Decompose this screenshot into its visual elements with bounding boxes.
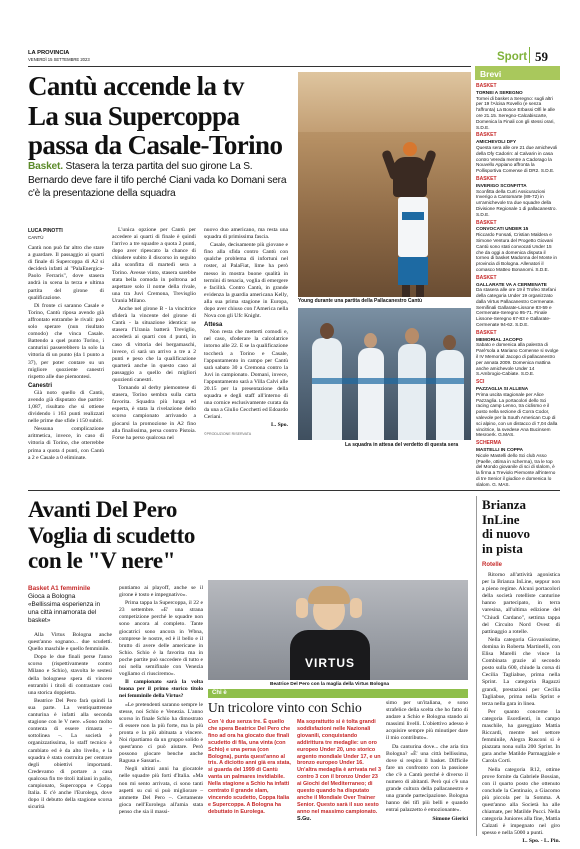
brief-text: Questa sera alle ore 21 due amichevoli della Dfy Cadorin: al Calvarin in casa contro Vereda mentre a Cadorago la Nouvello Appiano affronta la Pollisportiva Comense di DR2. S.D.E. xyxy=(476,144,558,174)
page-number: 59 xyxy=(535,49,548,64)
brief-item xyxy=(476,380,559,438)
paragraph: nuovo duo americano, ma resta una squadra di primissima fascia. xyxy=(204,227,288,241)
signature: S.Gu. xyxy=(297,815,312,822)
side-column xyxy=(482,572,560,845)
brief-item xyxy=(476,331,559,377)
bottom-column-1 xyxy=(28,632,112,837)
brief-category: SCI xyxy=(476,379,485,386)
brief-category: BASKET xyxy=(476,274,497,281)
brief-title: PAZZAGLIA SI ALLENA xyxy=(476,386,529,392)
headline-line-3: con le "V nere" xyxy=(28,548,176,573)
brief-category: BASKET xyxy=(476,132,497,139)
headline-line-2: La sua Supercoppa xyxy=(28,100,240,131)
brief-item xyxy=(476,276,559,328)
paragraph: L'unica opzione per Cantù per accedere ai quarti di finale è quindi l'arrivo a tre squadre a quota 2 punti, dopo aver ripescato la chance di chiudere subito il discorso in seguito alla sconfitta di martedì sera a Torino. Avesse vinto, stasera sarebbe stata bella comoda in poltrona ad aspettare solo il nome della rivale, una tra Juvi Cremona, Trevisglio Urania Milano. xyxy=(112,227,196,304)
paragraph: Per quanto concerne la categoria Esordienti, in campo maschile, ha gareggiato Mattia Riccardi, mentre nel settore femminile, Alegra Rusconi si è piazzata nona sulla 200 Sprint. In gara anche Matilde Parmaggiale e Carola Corti. xyxy=(482,708,560,765)
headline-line-4: in pista xyxy=(482,540,523,556)
photo-caption-3: Beatrice Del Pero con la maglia della Virtus Bologna xyxy=(270,682,390,687)
top-subheadline xyxy=(28,160,290,201)
headline-line-2: Voglia di scudetto xyxy=(28,522,196,548)
paragraph: Non resta che metterti comodi e, nel caso, sfoderare la calcolatrice intorno alle 22. E se la qualificazione toccherà a Torino e Casale, l'appuntamento in campo per Cantù sarà sabato 30 a Cremona contro la Juvi in campionato. Domani, invece, l'appuntamento sarà a Villa Calvi alle 20.15 per la presentazione della squadra e degli staff all'interno di una cornice esclusivamente curata da da una a Giulio Cecchetti ed Edoardo Ceriani. xyxy=(204,329,288,421)
paragraph: Nella categoria Giovanissime, domina in Roberta Martinelli, con Elisa Marelli che vince la Combinata grazie al secondo posto sulla 600, chiude la corsa di Cecilia Tagliabue, prima nella Sprint. La categoria Ragazzi grandi, prestazioni per Cecilia Tagliabue, prima nella Sprint e terza nella gara in linea. xyxy=(482,636,560,707)
column-divider xyxy=(476,496,477,836)
headline-line-2: InLine xyxy=(482,511,520,527)
paragraph: Alla Virtus Bologna anche quest'anno sognano... due scudetti. Quello maschile e quello femminile. xyxy=(28,632,112,653)
top-column-3 xyxy=(204,227,288,477)
brief-item xyxy=(476,177,559,218)
brief-text: Prima uscita stagionale per Alice Pazzaglia. La portacolori dello Sci racing camp Lenno, tra ciclismo e il posto nella sezione di Corra Codor, valevole per la South American Cup di sci alpino, con un distacco di 7,04 dalla vincitrice, la svedese Ana Bucinsem Mesroerk. G.MAS. xyxy=(476,391,558,438)
photo-del-pero xyxy=(208,580,468,680)
bottom-column-3 xyxy=(386,700,468,837)
paragraph: Il campionato sarà la volta buona per il primo storico titolo nei femminile della Virtus? xyxy=(119,679,203,700)
top-headline xyxy=(28,72,298,161)
brief-text: Nicole Mastelli dello Sci club Asso (Paelle, ottima in scherma), tra le top del Mondo giovanile di sci di slalom, è la firma a Treviolo Piemonte all'interno di tre Senior il giudice e domenica lo slalom. G. MAS. xyxy=(476,452,556,487)
paragraph: simo per un'italiana, e sono strafelice della scelta che ho fatto di andare a Schio e Bologna stando ai massimi livelli. L'obiettivo adesso è acquisire sempre più minutiper dare il mio contributo». xyxy=(386,700,468,742)
brief-item xyxy=(476,133,559,174)
paragraph: «Le pretendenti saranno sempre le stesse, noi Schio e Venezia. L'anno scorso in finale Schio ha dimostrato di essere non la più forte, ma la più pronta e la più abituata a vincere. Noi ripartiamo da un gruppo solido e quest'anno ci può aiutare. Però possono giocare benche anche Ragusa e Sassari». xyxy=(119,701,203,765)
bottom-headline xyxy=(28,497,468,574)
bottom-column-2 xyxy=(119,585,203,837)
signature: L. Spo. - L. Pin. xyxy=(522,838,560,845)
brief-title: GALLARATE VA A CERMENATE xyxy=(476,281,547,287)
bio-bar xyxy=(208,689,468,698)
paragraph: Anche nel girone B - la vincitrice sfiderà la vincente del girone di Cantù - la situazione identica: se stasera l'Urania batterà Treviglio, accederà ai quarti con 4 punti, in caso di vittoria dei bergamaschi, invece, ci sarà un arrivo a tre a 2 punti e peso che la qualificazione quarterà anche in questo caso al passaggio a quello dei migliori quozienti canestri. xyxy=(112,306,196,383)
section-rule xyxy=(28,490,560,491)
brevi-title: Brevi xyxy=(480,69,502,79)
jersey: VIRTUS xyxy=(290,630,370,680)
section-label: Sport xyxy=(497,51,528,63)
top-column-2 xyxy=(112,227,196,477)
brief-text: Da stasera alle ore 19 il Trofeo Stefani della categoria Under 19 organizzato dalla Virtus Pallacanestro Cermenate. Semifinali Gallarate-Lissone 83-59 e Cermenate-Seregno 95-71. Finale Lissone-Seregno 67-83 e Gallarate-Cermenate 94-62. S.D.E. xyxy=(476,287,556,328)
paragraph: Nella categoria R12, ottime prove fornite da Gabriele Bossian, con il quarto posto che ottenuto conclude la Centinaio, a Giacomo più piccola per la Somma. A quest'anno alla Società ha alle chiamate, per Matilde Pucci. Nella categoria Juniores alla fine, Mattia Calzati è impegnato nel giro spesso e nella 5000 a punti. xyxy=(482,766,560,837)
jersey xyxy=(398,197,428,257)
brief-title: INVERIGO SCONFITTA xyxy=(476,182,527,188)
brief-category: BASKET xyxy=(476,83,497,89)
bio-bar-label: Chi è xyxy=(212,690,227,696)
brief-text: Tornei di basket a Seregno: sugli altri per 19 l'Alcisa Rovello (e senza l'affronta) La Bosce Erbassi Olfi le alle ore 21.15. Seregno-Calcabiscarte, Domenica la Finali con gli stessi orari, S.D.E. xyxy=(476,95,555,130)
side-category: Rotelle xyxy=(482,562,503,568)
paragraph: Beatrice Del Pero farà quindi la sua parte. La ventiquattrenne canturina è infatti alla seconda stagione con le V nere. «Sono molto contenta di essere rimasta – sottolinea –. La società è organizzatissima, lo staff tecnico è cambiato ed è da alto livello, e la squadra è stata costruita per centrare degli obiettivi importanti. Credevamo di portare a casa qualcosa fin tre titoli italiani in palio, campionato, Supercoppa e Coppa Italia. E c'è anche l'Eurolega, dove dopo il debutto della stagione scorsa sicurità xyxy=(28,697,112,811)
paragraph: Negli ultimi anni ha giocatole nelle squadre più forti d'Italia. «Ma non mi sento arrivata, ci sono tanti aspetti su cui si può migliorare – ammette Del Pero –. Certamente gioca nell'Eurolega all'amia stata penso che sia il massi- xyxy=(119,766,203,815)
kicker: Basket. xyxy=(28,161,63,172)
paragraph: Già noto quello di Cantù, avendo già disputato due partite: 1,087, risultato che si ottiene dividendo i 163 punti realizzati nelle prime due sfide i 150 subiti. xyxy=(28,389,104,425)
headline-line-1: Brianza xyxy=(482,497,527,512)
photo-player-shooting xyxy=(298,72,471,297)
paragraph: Ritorno all'attività agonistica per la Brianza InLine, seppur non a pieno regime. Alcuni portacolori della società rotelliste canturine hanno partecipato, in terra varesina, all'ultima edizione del "Chiudi Cardano", settima tappa del Circuito Nord Ovest di pattinaggio a rotelle. xyxy=(482,572,560,635)
dateline: CANTÙ xyxy=(28,235,44,240)
brief-title: AMICHEVOLI DFY xyxy=(476,139,517,145)
brief-category: BASKET xyxy=(476,175,497,182)
headline-line-1: Avanti Del Pero xyxy=(28,497,178,522)
signature: Simone Gierici xyxy=(432,815,468,822)
headline-line-1: Cantù accende la tv xyxy=(28,71,244,101)
paragraph: Tornando al derby piemontese di stasera, Torino sembra sulla carta favorita. Squadra più lunga ed esperta, è stata la rivelazione dello scorso campionato arrivando a giocarsi la promozione in A2 fino alla finalissima, persa contro Pistoia. Forse ha perso qualcosa nel xyxy=(112,385,196,441)
credit: ©PRODUZIONE RISERVATA xyxy=(204,431,252,436)
deck-subtitle: Gioca a Bologna xyxy=(28,593,76,600)
header-divider xyxy=(529,47,530,63)
paragraph: Prima tappa la Supercoppa, il 22 e 23 settembre. «E' una strana competizione perché le squadre non sono ancora al completo. Tante giocatrici sono ancora in Wbna, comprese le nostre, ed è il bello e il brutto di avere delle americane in Schio. Schio è la favorita ma in poche partite può succedere di tutto e noi nella semifinale con Venezia vogliamo ci riusciremo». xyxy=(119,600,203,678)
subhead: Canestri xyxy=(28,382,53,389)
paragraph: Cantù non può far altro che stare a guardare. Il passaggio ai quarti di finale di Supercoppa di A2 si deciderà infatti al "PalaEnergica-Paolo Ferraris", dove stasera andrà in scena la terza e ultima partita del girone di qualificazione. xyxy=(28,245,104,301)
paragraph: Nessuna complicazione aritmetica, invece, in caso di vittoria di Torino, che otterrebbe prima a quota 4 punti, con Cantù a 2 e Casale a 0 eliminate. xyxy=(28,426,104,461)
photo-team-waiting xyxy=(298,308,471,440)
paragraph: Da canturina dove... che aria tira Bologna? «È' una città bellissima, dove si respira il basket. Difficile fare un confronto con la passione che c'è a Cantù perché è diverso il numero di abitanti. Però qui c'è una grande cultura della pallacanestro e una grande partecipazione. Bologna hanno dei tifi più belli e quando entrai palazzetto è emozionante». xyxy=(386,743,468,814)
paragraph: Di fronte ci saranno Casale e Torino, Cantù riposa avendo già affrontato entrambe le rivali: può solo sperare (nun risultato comodo) che vinca Casale. Battendo a quel punto Torino, i canturini passerebbero la solo la vittoria di un punto (da 1 punto a 37), per poter contare su un migliore quoziente canestri rispetto alle due piemontesi. xyxy=(28,302,104,380)
headline-line-3: passa da Casale-Torino xyxy=(28,130,283,160)
deck-category: Basket A1 femminile xyxy=(28,585,91,592)
photo-caption-1: Young durante una partita della Pallacanestro Cantù xyxy=(298,298,423,304)
paragraph: Dopo le due finali perse l'anno scorso (rispettivamente contro Milano e Schio), stavolta le sestesi della bolognese spera di vincere entrambi i titoli di contrastare così una storica doppietta. xyxy=(28,654,112,696)
brief-item xyxy=(476,441,559,487)
brief-item xyxy=(476,221,559,273)
brief-title: TORNEI A SEREGNO xyxy=(476,89,523,95)
bottom-deck xyxy=(28,585,112,625)
bio-title: Un tricolore vinto con Schio xyxy=(208,700,362,715)
brief-category: BASKET xyxy=(476,219,497,226)
subtitle-text: Stasera la terza partita del suo girone La S. Bernardo deve fare il tifo perché Ciani vada ko Domani sera c'è la presentazione della squadra xyxy=(28,161,287,200)
brief-category: BASKET xyxy=(476,329,497,336)
side-headline xyxy=(482,498,562,556)
paragraph: Casale, decisamente più giovane e fino alla sfida contro Cantù con qualche problema di infortuni nel roster, al PalaFiat, lime ha però messo in mostra buone qualità in termini di tenacia, voglia di emergere e facilità. Contro Cantù, in grande evidenza la guardia americana Kelly, alla sua prima stagione in Europa, dopo aver chiuso con l'America nella Nova con gli Ufc Knight. xyxy=(204,242,288,320)
bio-text: Ma soprattutto si è tolta grandi soddisfazioni nelle Nazionali giovanili, conquistando addirittura tre medaglie: un oro europeo Under 20, uno storico argento mondiale Under 17, e un bronzo europeo Under 16. Un'altra medaglia è arrivata nel 3 contro 3 con il bronzo Under 23 ai Giochi del Mediterraneo; di questo quando ha disputato anche il Mondiale Over Trainer Senior. Questo sarà il suo sesto anno nel massimo campionato. xyxy=(297,719,381,815)
paragraph: puntiamo ai playoff, anche se il girone è tosto e impegnativo». xyxy=(119,585,203,599)
brief-title: MASTELLI IN COPPA xyxy=(476,447,524,453)
bio-column-1: Con 'è due senza tre. È quello che spera Beatrice Del Pero che fino ad ora ha giocato due finali scudetto di fila, una vinta (con Schio) e una persa (con Bologna), punta quest'anno al tris. A diciotto anni già era stata, si guarda del 1999 di Cantù vanta un palmares invidiabile. Nella stagione a Schio ha infatti centrato il grande slam, vincendo scudetto, Coppa Italia e Supercoppa. A Bologna ha debuttato in Eurolega. xyxy=(208,719,291,815)
brief-text: Sabato e domenica alla palestra di Parè'sola a Mariano Comense si svolge il IV Memorial Jacopo di pallacanestro per annata 2009. Domenica mattina anche amichevole Under 14 S.Ambrogio-Cabiate. S.D.E. xyxy=(476,342,559,377)
subhead: Attesa xyxy=(204,322,223,329)
issue-date: VENERDÌ 15 SETTEMBRE 2023 xyxy=(28,57,90,62)
basketball xyxy=(403,142,417,156)
brief-text: Sconfitta della Curti Assicurazioni Inverigo a Cantomarte (89-72) in un'amichevole tra due squadre della Divisione Regionale 1 di pallacanestro. S.D.E. xyxy=(476,188,557,217)
brief-title: MEMORIAL JACOPO xyxy=(476,336,523,342)
signature: L. Spo. xyxy=(271,422,288,429)
headline-line-3: di nuovo xyxy=(482,526,531,542)
byline: LUCA PINOTTI xyxy=(28,228,63,234)
header-rule xyxy=(28,66,471,67)
top-column-1 xyxy=(28,245,104,477)
brevi-list xyxy=(476,83,559,487)
brevi-header xyxy=(475,66,560,80)
brief-item xyxy=(476,84,559,130)
brief-category: SCHERMA xyxy=(476,440,502,447)
photo-caption-2: La squadra in attesa del verdetto di questa sera xyxy=(345,442,459,448)
brief-title: CONVOCATI UNDER 15 xyxy=(476,226,529,232)
newspaper-name: LA PROVINCIA xyxy=(28,50,70,56)
brief-text: Riccardo Fonsati, Cristian Maldera e Simone Ventura del Progetto Giovani Cantù sono stati convocati Under 15 che da oggi a domenica disputa il torneo di basket Madonna del Monte in provincia di Bologna. Allenatori il comasco Matteo Bonanomi. S.D.E. xyxy=(476,232,558,272)
deck-quote: «Bellissima esperienza in una città innamorata del basket» xyxy=(28,601,101,624)
bio-column-2 xyxy=(297,719,381,837)
